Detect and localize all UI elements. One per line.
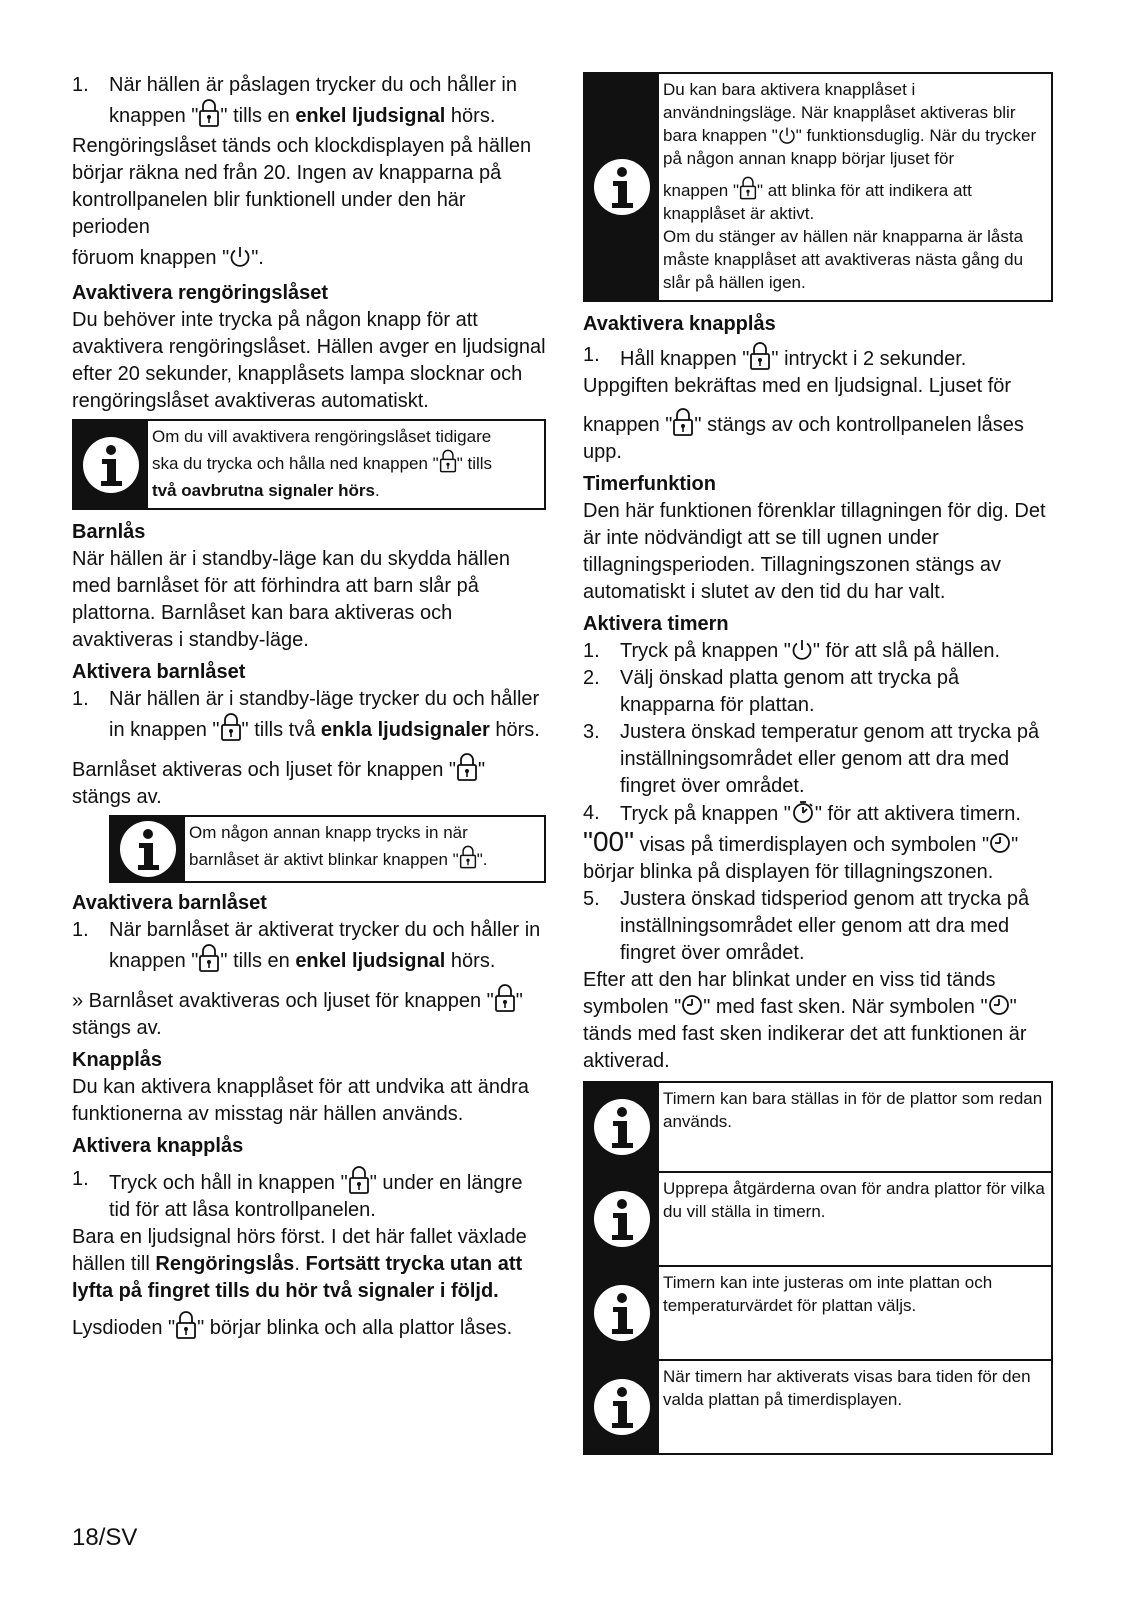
paragraph: [583, 994, 1053, 1075]
paragraph: Rengöringslåset tänds och klockdisplayen på hällen börjar räkna ned från 20. Ingen av knapparna på kontrollpanelen blir funktionell under den här perioden: [72, 135, 532, 238]
info-icon: [592, 1097, 652, 1157]
paragraph: [72, 1224, 546, 1305]
paragraph: [620, 342, 1053, 373]
lock-icon: [220, 713, 242, 741]
info-icon: [81, 435, 141, 495]
text: .: [374, 481, 380, 500]
paragraph: [72, 1311, 546, 1342]
text: " tills: [456, 454, 493, 473]
paragraph: Efter att den har blinkat under en viss tid tänds: [583, 969, 996, 991]
text: " för att aktivera timern.: [814, 803, 1021, 825]
text: knappen ": [583, 414, 673, 436]
paragraph: När hällen är påslagen trycker du och håller in: [109, 74, 517, 96]
section-heading: Knapplås: [72, 1049, 163, 1071]
text: " under en längre tid för att låsa kontrollpanelen.: [109, 1172, 523, 1221]
info-icon: [118, 819, 178, 879]
list-number: 3.: [583, 721, 600, 743]
info-icon-box: [585, 1083, 659, 1171]
text: " att blinka för att indikera att knapplåset är aktivt.: [663, 181, 972, 223]
text: » Barnlåset avaktiveras och ljuset för knappen ": [72, 990, 494, 1012]
text: Du kan bara aktivera knapplåset i användningsläge. När knapplåset aktiveras blir: [663, 80, 1016, 122]
text: Rengöringslås: [155, 1253, 295, 1275]
list-number: 1.: [72, 1168, 89, 1190]
power-icon: [778, 125, 796, 145]
text: " stängs av.: [72, 990, 523, 1039]
info-note: [583, 72, 1053, 302]
section-heading: Avaktivera barnlåset: [72, 892, 267, 914]
list-number: 1.: [583, 344, 600, 366]
text: " intryckt i 2 sekunder.: [771, 348, 967, 370]
info-icon-box: [74, 421, 148, 508]
list-item: [583, 886, 1053, 967]
text: barnlåset är aktivt blinkar knappen ": [189, 850, 459, 869]
paragraph: [109, 99, 546, 133]
lock-icon: [494, 984, 516, 1012]
text: " tills en: [220, 950, 296, 972]
info-note: [583, 1361, 1053, 1455]
info-note: [72, 419, 546, 510]
text: Bara en ljudsignal hörs först. I det här fallet växlade hällen till: [72, 1226, 527, 1275]
text: knappen ": [109, 950, 199, 972]
text: hörs.: [489, 719, 540, 741]
text: föruom knappen ": [72, 247, 230, 269]
text: ska du trycka och hålla ned knappen ": [152, 454, 439, 473]
text: Tryck och håll in knappen ": [109, 1172, 348, 1194]
text: knappen ": [109, 105, 199, 127]
list-number: 4.: [583, 802, 600, 824]
text: [663, 176, 1045, 225]
lock-icon: [439, 449, 457, 473]
paragraph: [583, 828, 1053, 886]
lock-icon: [198, 99, 220, 127]
paragraph: [109, 944, 546, 978]
list-item: [583, 665, 1053, 719]
info-note: [109, 815, 546, 883]
text: Tryck på knappen ": [620, 640, 791, 662]
section-heading: Aktivera barnlåset: [72, 661, 246, 683]
timer-icon: [791, 800, 815, 824]
note-text: Upprepa åtgärderna ovan för andra plattor för vilka du vill ställa in timern.: [663, 1179, 1045, 1221]
text: " börjar blinka på displayen för tillagningszonen.: [583, 834, 1019, 883]
text: bara knappen ": [663, 126, 778, 145]
clock-symbol-icon: [988, 994, 1010, 1016]
text: "00": [583, 826, 635, 857]
paragraph: [109, 713, 546, 747]
right-column: [583, 72, 1053, 1455]
lock-icon: [459, 845, 477, 869]
paragraph: [109, 1166, 546, 1224]
text: " funktionsduglig. När du trycker på någon annan knapp börjar ljuset för: [663, 126, 1037, 168]
lock-icon: [672, 408, 694, 436]
lock-icon: [456, 753, 478, 781]
list-item: [72, 917, 546, 978]
paragraph: Du behöver inte trycka på någon knapp för att avaktivera rengöringslåset. Hällen avger en ljudsignal efter 20 sekunder, knapplåsets lampa slocknar och rengöringslåset avaktiveras automatiskt.: [72, 309, 546, 412]
paragraph: När hällen är i standby-läge kan du skydda hällen med barnlåset för att förhindra att barn slår på plattorna. Barnlåset kan bara aktiveras och avaktiveras i standby-läge.: [72, 548, 511, 651]
paragraph: När barnlåset är aktiverat trycker du och håller in: [109, 919, 541, 941]
info-icon: [592, 1283, 652, 1343]
text: .: [294, 1253, 306, 1275]
info-icon-box: [585, 1361, 659, 1453]
left-column: [72, 72, 546, 1342]
page-number: 18/SV: [72, 1524, 138, 1551]
note-text: När timern har aktiverats visas bara tiden för den valda plattan på timerdisplayen.: [663, 1367, 1031, 1409]
info-notes-group: [583, 1081, 1053, 1455]
list-number: 1.: [72, 919, 89, 941]
info-icon-box: [585, 1267, 659, 1359]
text: enkel ljudsignal: [295, 950, 446, 972]
paragraph: Justera önskad tidsperiod genom att trycka på inställningsområdet eller genom att dra med fingret över området.: [620, 888, 1030, 964]
text: [189, 844, 487, 875]
paragraph: Den här funktionen förenklar tillagningen för dig. Det är inte nödvändigt att se till ugnen under tillagningsperioden. Tillagningszonen stängs av automatiskt i slutet av den tid du har valt.: [583, 500, 1046, 603]
info-icon-box: [111, 817, 185, 881]
text: " börjar blinka och alla plattor låses.: [197, 1317, 513, 1339]
text: enkla ljudsignaler: [320, 719, 490, 741]
list-number: 5.: [583, 888, 600, 910]
text: symbolen ": [583, 996, 682, 1018]
list-number: 1.: [72, 74, 89, 96]
info-icon-box: [585, 1173, 659, 1265]
text: ".: [476, 850, 488, 869]
text: visas på timerdisplayen och symbolen ": [634, 834, 990, 856]
lock-icon: [348, 1166, 370, 1194]
paragraph: [72, 984, 546, 1042]
info-note: [583, 1267, 1053, 1361]
section-heading: Timerfunktion: [583, 473, 716, 495]
list-item: [583, 342, 1053, 373]
info-icon-box: [585, 74, 659, 300]
text: hörs.: [445, 950, 496, 972]
text: Om du vill avaktivera rengöringslåset tidigare: [152, 427, 492, 446]
text: " med fast sken. När symbolen ": [703, 996, 988, 1018]
paragraph: Justera önskad temperatur genom att trycka på inställningsområdet eller genom att dra med fingret över området.: [620, 721, 1040, 797]
paragraph: [620, 638, 1053, 665]
paragraph: Uppgiften bekräftas med en ljudsignal. Ljuset för: [583, 375, 1012, 397]
clock-symbol-icon: [681, 994, 703, 1016]
paragraph: [72, 241, 546, 275]
paragraph: När hällen är i standby-läge trycker du och håller: [109, 688, 540, 710]
section-heading: Aktivera knapplås: [72, 1135, 244, 1157]
note-text: [659, 74, 1051, 300]
text: in knappen ": [109, 719, 220, 741]
paragraph: [620, 800, 1053, 828]
section-heading: Barnlås: [72, 521, 146, 543]
note-text: [185, 817, 493, 881]
list-item: [72, 1166, 546, 1224]
note-text: Timern kan bara ställas in för de plattor som redan används.: [663, 1089, 1043, 1131]
lock-icon: [739, 176, 757, 200]
lock-icon: [175, 1311, 197, 1339]
text: Lysdioden ": [72, 1317, 176, 1339]
text: Håll knappen ": [620, 348, 750, 370]
list-item: [583, 638, 1053, 665]
text: ".: [251, 247, 264, 269]
paragraph: Välj önskad platta genom att trycka på knapparna för plattan.: [620, 667, 960, 716]
list-number: 2.: [583, 667, 600, 689]
note-text: Timern kan inte justeras om inte plattan och temperaturvärdet för plattan väljs.: [663, 1273, 993, 1315]
info-icon: [592, 157, 652, 217]
text: Om någon annan knapp trycks in när: [189, 823, 468, 842]
text: " stängs av och kontrollpanelen låses upp.: [583, 414, 1024, 463]
lock-icon: [198, 944, 220, 972]
list-number: 1.: [72, 688, 89, 710]
info-note: [583, 1081, 1053, 1173]
section-heading: Avaktivera rengöringslåset: [72, 282, 329, 304]
list-item: [72, 686, 546, 747]
text: " tills en: [220, 105, 296, 127]
text: två oavbrutna signaler hörs: [152, 481, 375, 500]
note-text: [148, 421, 498, 508]
text: Om du stänger av hällen när knapparna är låsta måste knapplåset att avaktiveras nästa gång du slår på hällen igen.: [663, 227, 1024, 292]
text: Tryck på knappen ": [620, 803, 791, 825]
list-item: [583, 800, 1053, 828]
text: hörs.: [445, 105, 496, 127]
paragraph: [583, 408, 1053, 466]
text: [663, 124, 1045, 170]
text: " stängs av.: [72, 759, 486, 808]
clock-symbol-icon: [989, 832, 1011, 854]
info-note: [583, 1173, 1053, 1267]
text: knappen ": [663, 181, 739, 200]
list-number: 1.: [583, 640, 600, 662]
info-icon: [592, 1189, 652, 1249]
list-item: [72, 72, 546, 133]
text: [152, 479, 492, 502]
text: Fortsätt trycka utan att lyfta på fingret tills du hör två signaler i följd.: [72, 1253, 523, 1302]
paragraph: [72, 753, 546, 811]
text: [152, 448, 492, 479]
power-icon: [229, 244, 251, 268]
lock-icon: [749, 342, 771, 370]
list-item: [583, 719, 1053, 800]
text: " tänds med fast sken indikerar det att funktionen är aktiverad.: [583, 996, 1027, 1072]
text: Barnlåset aktiveras och ljuset för knappen ": [72, 759, 456, 781]
text: " tills två: [241, 719, 321, 741]
text: enkel ljudsignal: [295, 105, 446, 127]
section-heading: Avaktivera knapplås: [583, 313, 776, 335]
section-heading: Aktivera timern: [583, 613, 729, 635]
power-icon: [791, 638, 813, 660]
info-icon: [592, 1377, 652, 1437]
paragraph: Du kan aktivera knapplåset för att undvika att ändra funktionerna av misstag när hällen används.: [72, 1076, 529, 1125]
text: " för att slå på hällen.: [812, 640, 1001, 662]
